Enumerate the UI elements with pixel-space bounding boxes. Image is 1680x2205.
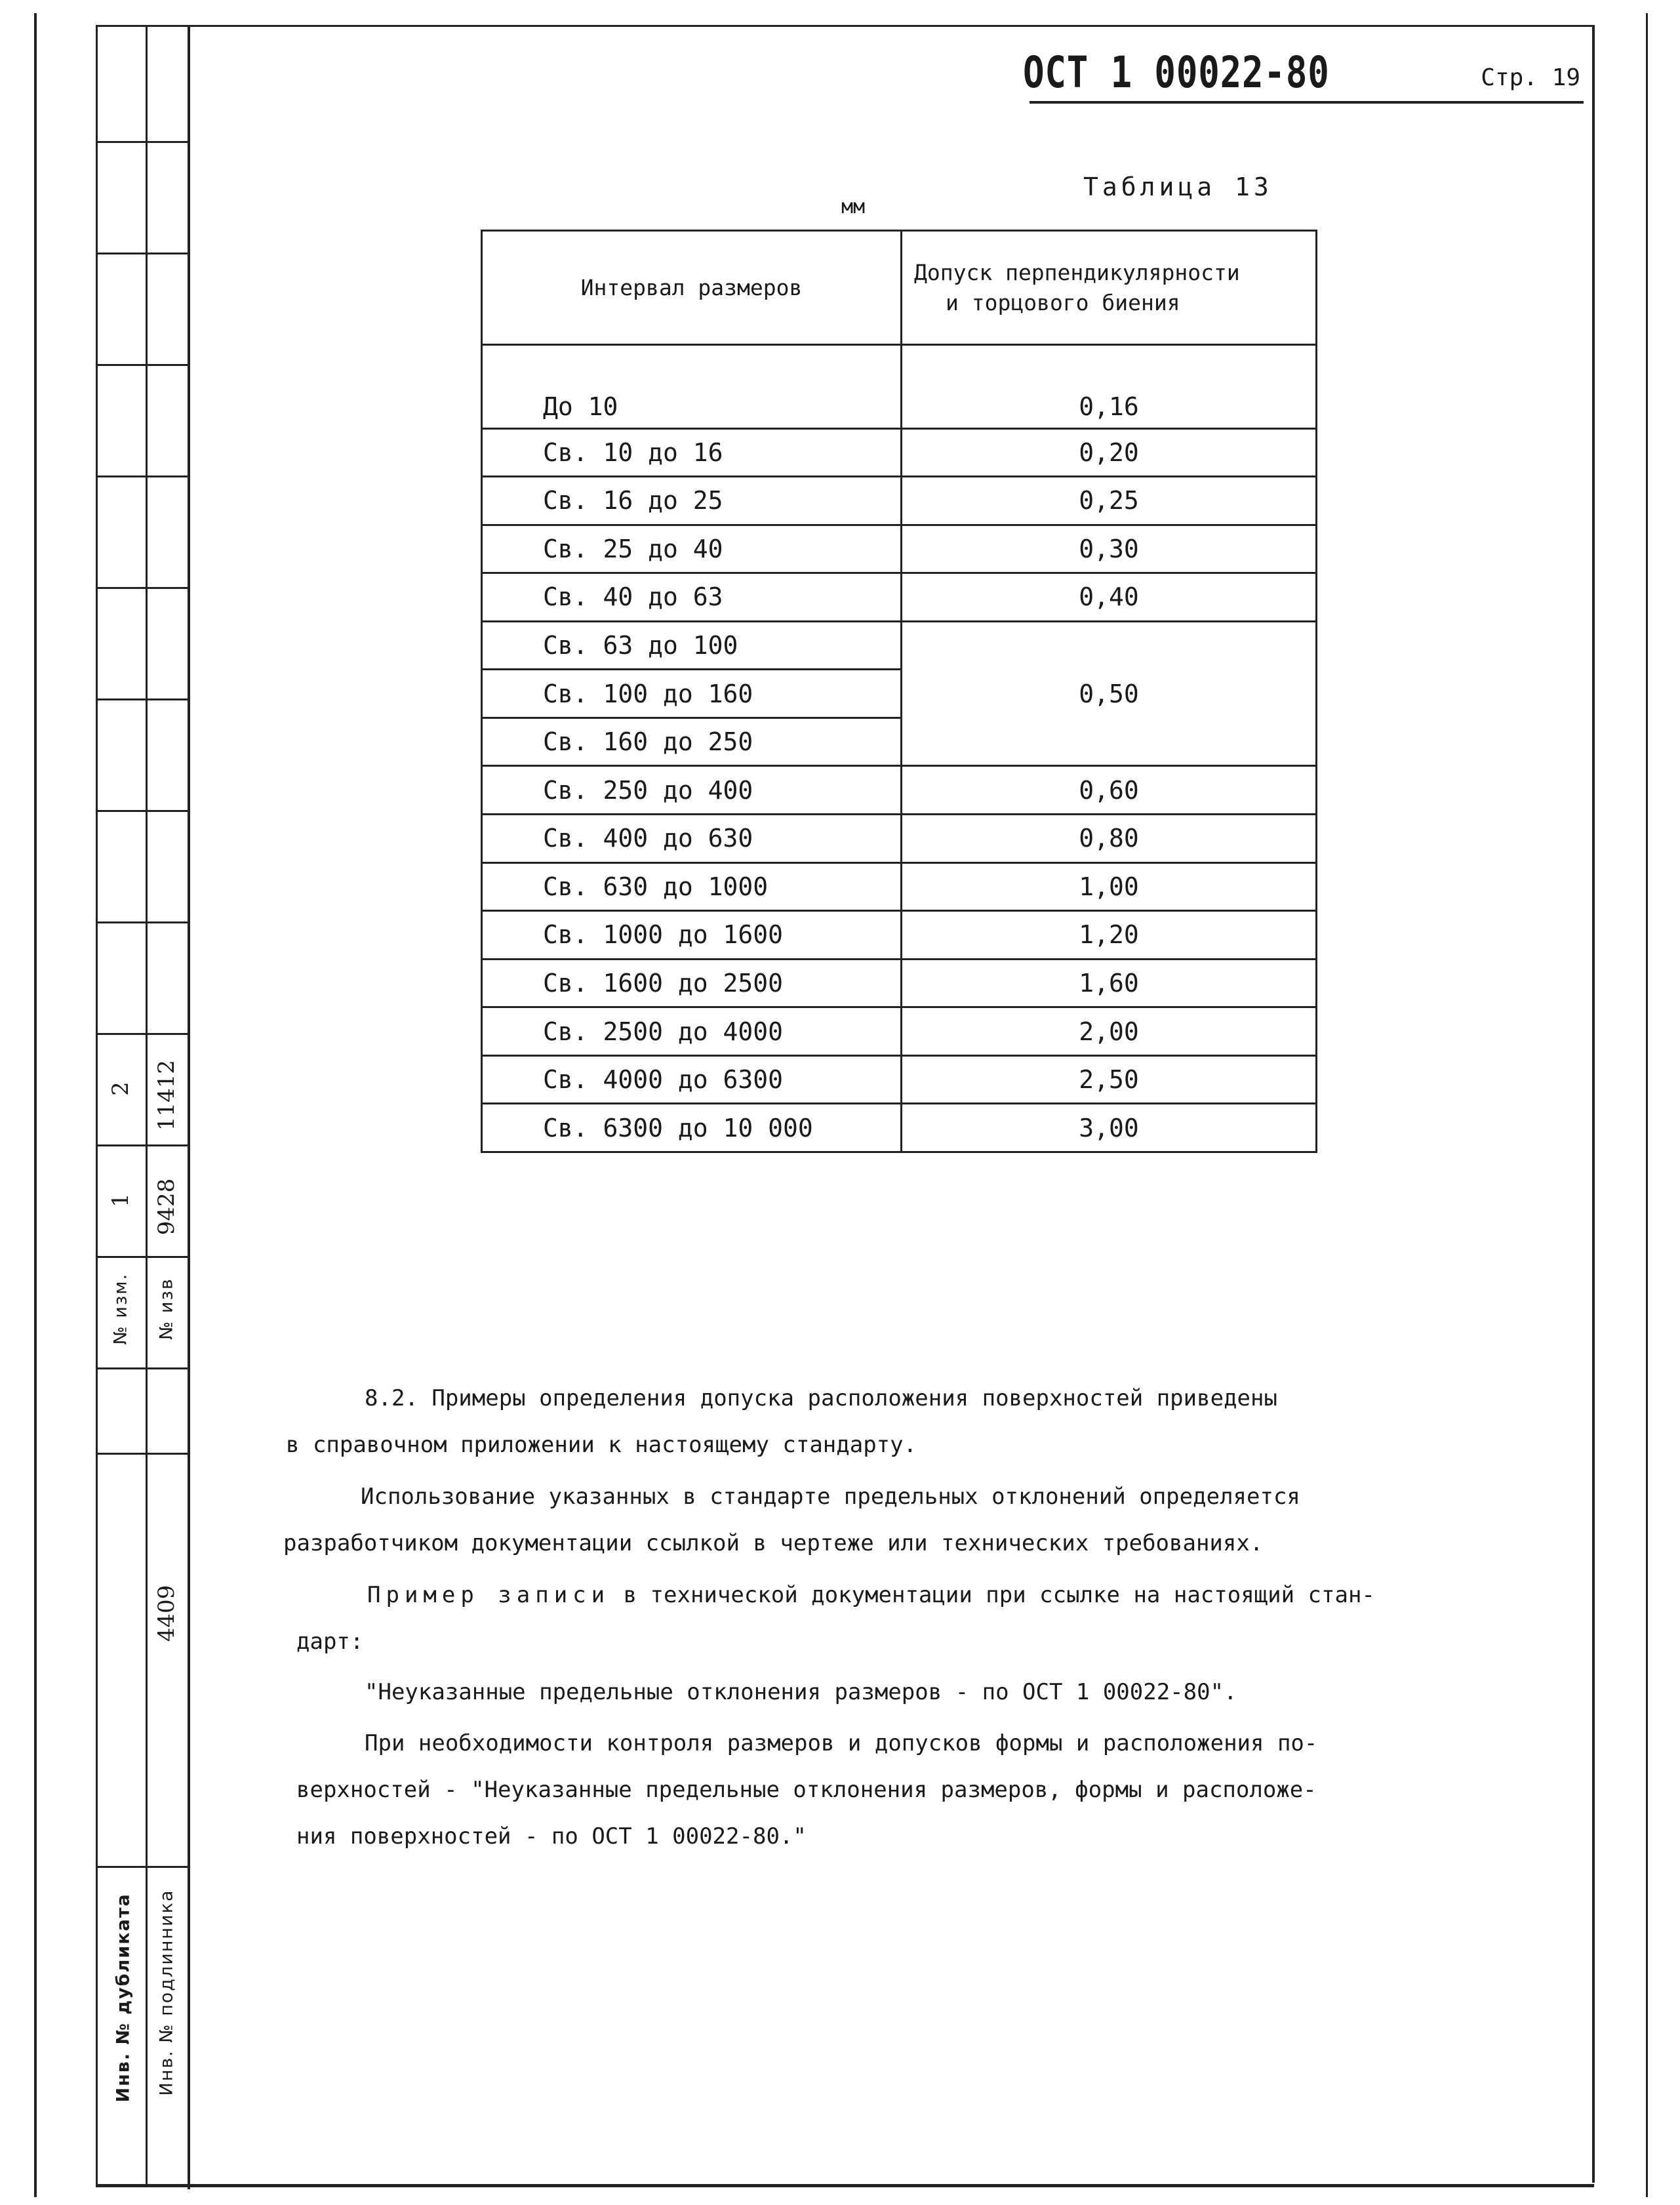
interval-cell: Св. 63 до 100 xyxy=(482,621,902,670)
paragraph-control-line3: ния поверхностей - по ОСТ 1 00022-80." xyxy=(296,1823,807,1850)
table-row xyxy=(482,1055,1317,1104)
value-cell: 1,20 xyxy=(902,911,1317,960)
interval-cell: Св. 4000 до 6300 xyxy=(482,1055,902,1104)
table-row xyxy=(482,1007,1317,1056)
paragraph-8-2-line1: 8.2. Примеры определения допуска расположения поверхностей приведены xyxy=(365,1385,1277,1411)
margin-inv-duplicate-label: Инв. № дубликата xyxy=(113,1893,134,2103)
interval-cell: Св. 160 до 250 xyxy=(482,718,902,766)
margin-izm-label: № изм. xyxy=(110,1272,131,1345)
table-header-interval: Интервал размеров xyxy=(482,231,902,345)
table-header-row xyxy=(482,231,1317,345)
margin-izm-1: 1 xyxy=(108,1193,134,1207)
example-rest: в технической документации при ссылке на настоящий стан- xyxy=(623,1582,1375,1608)
table-row xyxy=(482,815,1317,863)
paragraph-control-line1: При необходимости контроля размеров и допусков формы и расположения по- xyxy=(365,1730,1318,1756)
page-number: Стр. 19 xyxy=(1481,64,1580,91)
value-cell: 0,16 xyxy=(902,345,1317,428)
table-row xyxy=(482,525,1317,573)
margin-izv-label: № изв xyxy=(156,1278,177,1340)
interval-cell: До 10 xyxy=(482,345,902,428)
frame-right-edge xyxy=(1646,13,1648,2197)
paragraph-example-quote: "Неуказанные предельные отклонения размеров - по ОСТ 1 00022-80". xyxy=(365,1679,1237,1705)
table-row xyxy=(482,477,1317,525)
margin-izv-2: 11412 xyxy=(153,1059,180,1131)
value-cell: 0,25 xyxy=(902,477,1317,525)
interval-cell: Св. 400 до 630 xyxy=(482,815,902,863)
value-cell-merged: 0,50 xyxy=(902,621,1317,766)
paragraph-example-line2: дарт: xyxy=(296,1628,364,1655)
page-header xyxy=(1023,47,1580,100)
table-row xyxy=(482,862,1317,911)
interval-cell: Св. 10 до 16 xyxy=(482,428,902,477)
margin-izm-2: 2 xyxy=(108,1082,134,1096)
interval-cell: Св. 1600 до 2500 xyxy=(482,959,902,1007)
value-cell: 0,30 xyxy=(902,525,1317,573)
interval-cell: Св. 40 до 63 xyxy=(482,573,902,622)
margin-inv-original-label: Инв. № подлинника xyxy=(156,1889,177,2096)
table-row xyxy=(482,621,1317,670)
frame-right-line xyxy=(1592,25,1595,2183)
paragraph-usage-line1: Использование указанных в стандарте предельных отклонений определяется xyxy=(361,1484,1300,1510)
table-row xyxy=(482,1104,1317,1152)
document-code: ОСТ 1 00022-80 xyxy=(1023,47,1330,98)
table-units: мм xyxy=(841,195,866,218)
header-rule xyxy=(1030,101,1584,104)
table-header-tolerance xyxy=(902,231,1317,345)
value-cell: 0,20 xyxy=(902,428,1317,477)
table-header-tolerance-line1: Допуск перпендикулярности xyxy=(914,259,1240,285)
interval-cell: Св. 1000 до 1600 xyxy=(482,911,902,960)
frame-main-left-line xyxy=(188,25,190,2189)
interval-cell: Св. 6300 до 10 000 xyxy=(482,1104,902,1152)
interval-cell: Св. 25 до 40 xyxy=(482,525,902,573)
table-caption: Таблица 13 xyxy=(1083,172,1273,201)
margin-izv-1: 9428 xyxy=(153,1178,180,1236)
frame-bottom-line xyxy=(96,2184,1594,2187)
example-lead: Пример записи xyxy=(367,1582,610,1608)
paragraph-8-2-line2: в справочном приложении к настоящему стандарту. xyxy=(286,1432,917,1458)
frame-left-margin-line xyxy=(96,25,98,2186)
value-cell: 1,00 xyxy=(902,862,1317,911)
table-row xyxy=(482,911,1317,960)
interval-cell: Св. 16 до 25 xyxy=(482,477,902,525)
paragraph-usage-line2: разработчиком документации ссылкой в чертеже или технических требованиях. xyxy=(283,1530,1264,1556)
frame-top-line xyxy=(96,25,1594,27)
interval-cell: Св. 250 до 400 xyxy=(482,766,902,815)
value-cell: 1,60 xyxy=(902,959,1317,1007)
table-row xyxy=(482,766,1317,815)
value-cell: 0,80 xyxy=(902,815,1317,863)
frame-left-edge xyxy=(34,13,37,2197)
table-header-tolerance-line2: и торцового биения xyxy=(946,289,1180,315)
table-row xyxy=(482,573,1317,622)
frame-inner-left-line xyxy=(146,25,148,2186)
value-cell: 3,00 xyxy=(902,1104,1317,1152)
margin-inv-original-value: 4409 xyxy=(153,1585,180,1642)
interval-cell: Св. 2500 до 4000 xyxy=(482,1007,902,1056)
table-row xyxy=(482,345,1317,428)
paragraph-control-line2: верхностей - "Неуказанные предельные отклонения размеров, формы и расположе- xyxy=(296,1777,1317,1803)
table-row xyxy=(482,959,1317,1007)
value-cell: 2,50 xyxy=(902,1055,1317,1104)
interval-cell: Св. 100 до 160 xyxy=(482,670,902,718)
paragraph-example-line1 xyxy=(367,1582,1375,1608)
value-cell: 0,40 xyxy=(902,573,1317,622)
table-row xyxy=(482,428,1317,477)
tolerance-table xyxy=(481,230,1317,1153)
interval-cell: Св. 630 до 1000 xyxy=(482,862,902,911)
value-cell: 2,00 xyxy=(902,1007,1317,1056)
value-cell: 0,60 xyxy=(902,766,1317,815)
